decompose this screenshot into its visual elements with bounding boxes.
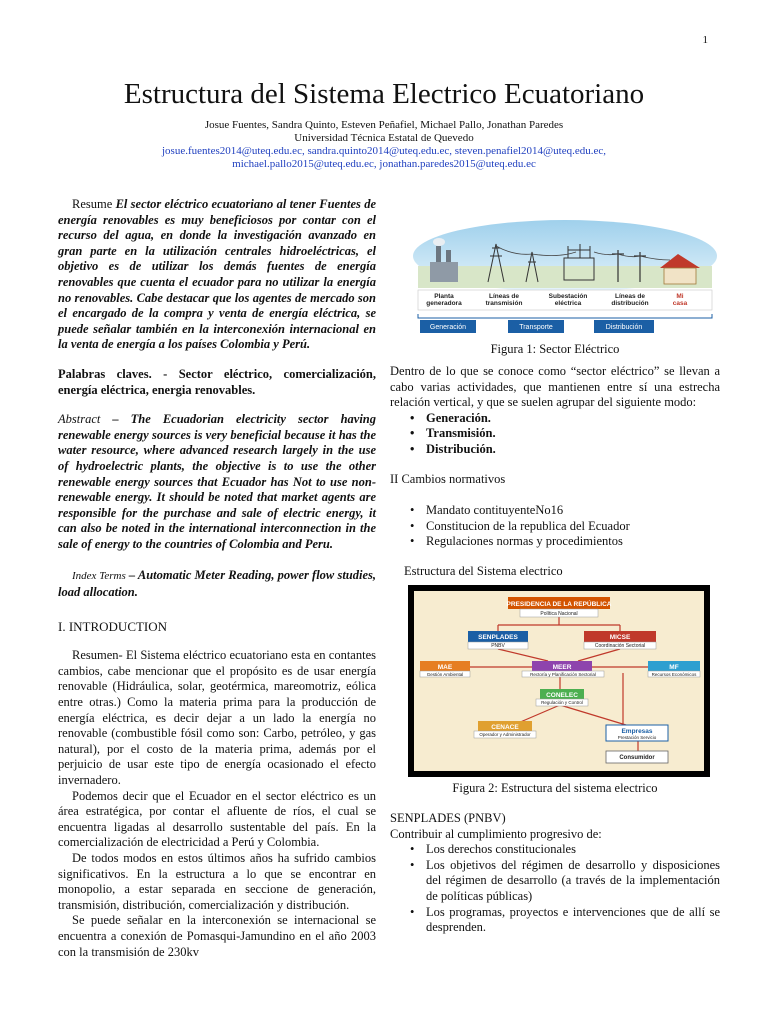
- prestacion-label: Prestación Servicio: [617, 735, 657, 740]
- rectoria-label: Rectoría y Planificación Sectorial: [530, 672, 596, 677]
- keywords: Palabras claves. - Sector eléctrico, comercialización, energía eléctrica, energia renovables.: [58, 366, 376, 397]
- regulacion-label: Regulación y Control: [541, 700, 583, 705]
- estructura-diagram: [408, 585, 710, 777]
- politica-label: Política Nacional: [540, 611, 578, 617]
- group-bracket: [418, 314, 712, 318]
- senplades-label: SENPLADES: [478, 634, 518, 641]
- cambios-list: [390, 503, 720, 550]
- estructura-heading: Estructura del Sistema electrico: [404, 563, 563, 578]
- presidencia-label: PRESIDENCIA DE LA REPÚBLICA: [506, 601, 612, 608]
- consumidor-label: Consumidor: [619, 755, 655, 761]
- intro-heading: I. INTRODUCTION: [58, 618, 168, 634]
- index-text: – Automatic Meter Reading, power flow studies, load allocation.: [58, 568, 376, 600]
- figure-1: [408, 216, 722, 336]
- stage-label: Subestación eléctrica: [548, 293, 588, 307]
- cambio-item: • Regulaciones normas y procedimientos: [390, 534, 720, 550]
- cenace-label: CENACE: [491, 724, 519, 731]
- recursos-label: Recursos Económicos: [651, 672, 697, 677]
- emails-line-2[interactable]: michael.pallo2015@uteq.edu.ec, jonathan.paredes2015@uteq.edu.ec: [232, 158, 536, 170]
- paper-title: Estructura del Sistema Electrico Ecuatoriano: [123, 78, 645, 110]
- resume-label: Resume: [72, 197, 113, 211]
- group-label: Transporte: [519, 324, 553, 331]
- left-column: [58, 197, 376, 960]
- activity-item: • Generación.: [390, 411, 720, 427]
- author-block: [0, 119, 768, 171]
- cambios-heading: II Cambios normativos: [390, 471, 506, 486]
- right-column-upper: [390, 364, 720, 580]
- sector-electrico-illustration: [408, 216, 722, 336]
- activity-item: • Distribución.: [390, 442, 720, 458]
- stage-label: Mi casa: [672, 293, 688, 307]
- authors: Josue Fuentes, Sandra Quinto, Esteven Peñafiel, Michael Pallo, Jonathan Paredes: [204, 119, 564, 131]
- conelec-label: CONELEC: [546, 692, 578, 699]
- stage-label: Líneas de transmisión: [485, 293, 523, 307]
- gestion-label: Gestión Ambiental: [426, 672, 464, 677]
- figure-2-caption: Figura 2: Estructura del sistema electrico: [452, 781, 658, 795]
- cambio-item: • Mandato contituyenteNo16: [390, 503, 720, 519]
- senplades-list: [390, 842, 720, 936]
- senplades-item: • Los programas, proyectos e intervenciones que de allí se desprenden.: [390, 905, 720, 936]
- stage-label: Planta generadora: [426, 293, 462, 307]
- empresas-label: Empresas: [621, 728, 653, 735]
- group-label: Distribución: [605, 324, 643, 331]
- meer-label: MEER: [552, 664, 572, 671]
- mae-label: MAE: [437, 664, 453, 671]
- cambio-item: • Constitucion de la republica del Ecuador: [390, 519, 720, 535]
- sector-intro: Dentro de lo que se conoce como “sector eléctrico” se llevan a cabo varias actividades, que mantienen entre sí una estrecha relación vertical, y que se suelen agrupar del siguiente modo:: [390, 364, 720, 410]
- senplades-item: • Los objetivos del régimen de desarrollo y disposiciones del régimen de desarrollo (a través de la implementación de políticas públicas): [390, 858, 720, 905]
- intro-paragraph: Resumen- El Sistema eléctrico ecuatoriano esta en contantes cambios, cabe mencionar que el propósito es de usar energía renovable (Hidráulica, solar, geotérmica, mareomotriz, eólica entre otras.) Como la materia prima para la producción de energía eléctrica, es decir dejar a un lado la energía no renovable (combustible fósil como son: Carbo, petróleo, y gas natural), por el costo de la materia prima, además por el perjuicio de usar este tipo de energía ocasionado el efecto invernadero.: [58, 648, 376, 787]
- senplades-heading: SENPLADES (PNBV): [390, 811, 506, 825]
- resume-text: El sector eléctrico ecuatoriano al tener Fuentes de energía renovables es muy beneficiosos por contar con el recurso del agua, en donde la investigación avanzado en gran parte en la utilización centrales hidroeléctricas, el objetivo es de utilizar los demás fuentes de energía renovables que cuenta el ecuador para no utilizar la energía no renovables. Cabe destacar que los agentes de mercado son el encargado de la compra y venta de energía eléctrica, se puede señalar también en la interconexión internacional en la venta de energía a los países Colombia y Perú.: [58, 197, 376, 352]
- index-label: Index Terms: [72, 570, 126, 583]
- mf-label: MF: [669, 664, 679, 671]
- abstract-text: – The Ecuadorian electricity sector having renewable energy sources is very beneficial because it has the water resource, where advanced research largely in the use of hydroelectric plants, the objective is to use the other renewable energy sources that Ecuador has Not to use non-renewable energy. It should be noted that market agents are responsible for the purchase and sale of electric energy, it can also be noted in the international interconnection in the sale of energy to the countries of Colombia and Peru.: [58, 412, 376, 551]
- figure-1-caption: Figura 1: Sector Eléctrico: [490, 342, 620, 356]
- university: Universidad Técnica Estatal de Quevedo: [294, 132, 474, 144]
- coordinacion-label: Coordinación Sectorial: [594, 643, 646, 649]
- emails-line-1[interactable]: josue.fuentes2014@uteq.edu.ec, sandra.quinto2014@uteq.edu.ec, steven.penafiel2014@uteq.edu.ec,: [162, 145, 606, 157]
- index-terms: [58, 568, 376, 600]
- intro-paragraph: Se puede señalar en la interconexión se internacional se encuentra a conexión de Pomasqui-Jamundino en el año 2003 con la transmisión de 230kv: [58, 913, 376, 959]
- senplades-section: [390, 811, 720, 936]
- pnbv-label: PNBV: [491, 643, 505, 649]
- page-number: 1: [702, 34, 708, 46]
- stage-label: Líneas de distribución: [611, 293, 649, 307]
- intro-paragraph: Podemos decir que el Ecuador en el sector eléctrico es un área estratégica, por contar el afluente de ríos, el cual se encuentra ligadas al desarrollo sustentable del país. En la comercialización de electricidad a Perú y Colombia.: [58, 788, 376, 850]
- abstract-paragraph: [58, 412, 376, 552]
- intro-paragraph: De todos modos en estos últimos años ha sufrido cambios significativos. En la estructura a lo que se encontrar en monopolio, a estar separada en seccione de generación, transmisión, distribución, comercialización y distribución.: [58, 850, 376, 912]
- micse-label: MICSE: [609, 634, 631, 641]
- activity-item: • Transmisión.: [390, 426, 720, 442]
- senplades-item: • Los derechos constitucionales: [390, 842, 720, 858]
- activities-list: [390, 411, 720, 458]
- operador-label: Operador y Administrador: [479, 732, 531, 737]
- senplades-intro: Contribuir al cumplimiento progresivo de:: [390, 826, 602, 841]
- group-label: Generación: [429, 324, 467, 331]
- figure-2: [408, 585, 710, 777]
- resume-paragraph: [58, 197, 376, 353]
- abstract-label: Abstract: [58, 412, 101, 427]
